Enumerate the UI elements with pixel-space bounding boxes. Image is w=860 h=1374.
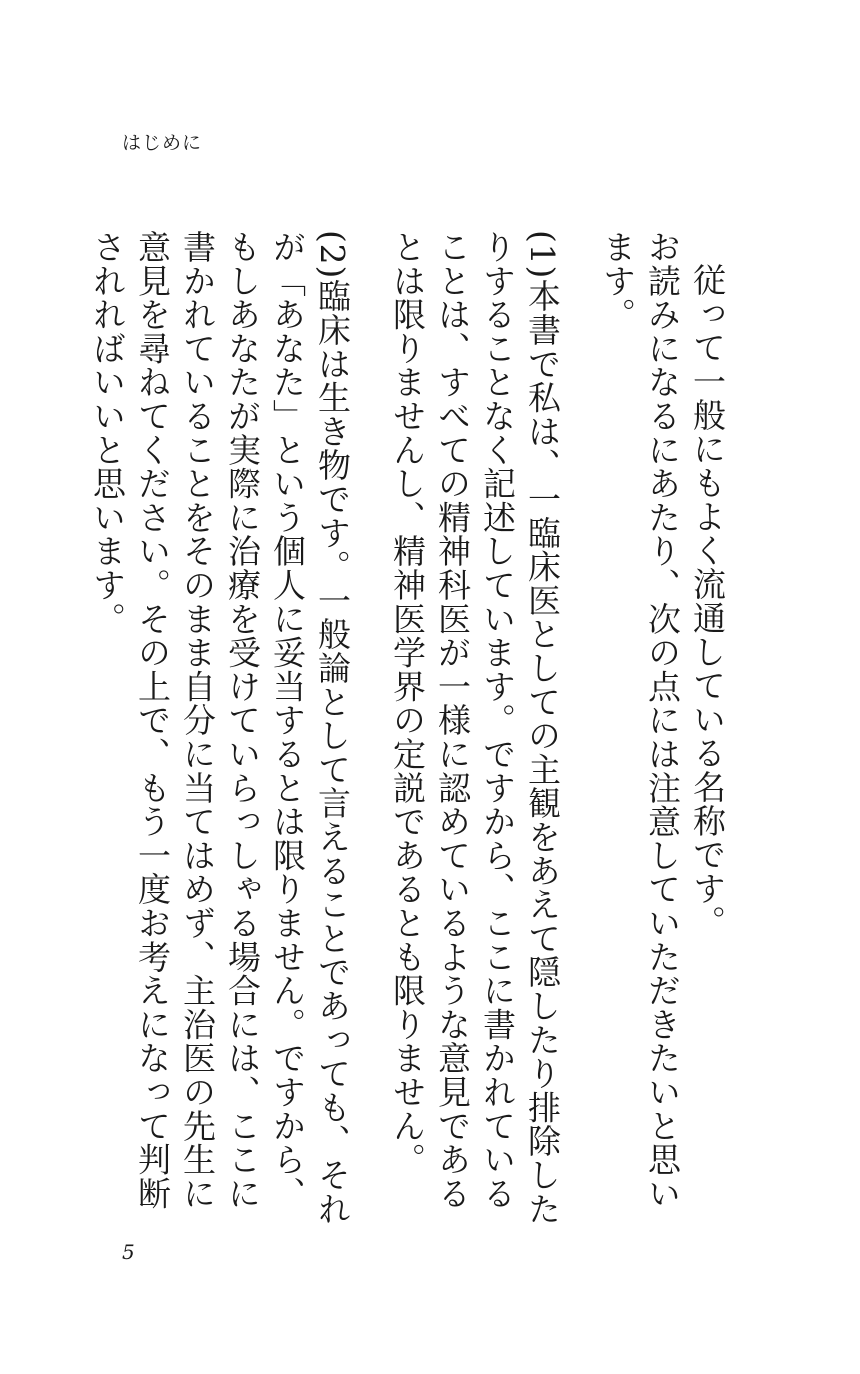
intro-paragraph-2: お読みになるにあたり、次の点には注意していただきたいと思います。	[598, 230, 682, 1211]
list-item-2: (2)臨床は生き物です。一般論として言えることであっても、それが「あなた」という個人に妥当するとは限りません。ですから、もしあなたが実際に治療を受けていらっしゃる場合には、ここに書かれていることをそのまま自分に当てはめず、主治医の先生に意見を尋ねてください。その上で、もう一度お考えになって判断されればいいと思います。	[88, 230, 352, 1226]
page-number: 5	[122, 1240, 135, 1264]
list-item-1: (1)本書で私は、一臨床医としての主観をあえて隠したり排除したりすることなく記述しています。ですから、ここに書かれていることは、すべての精神科医が一様に認めているような意見であるとは限りませんし、精神医学界の定説であるとも限りません。	[388, 230, 562, 1226]
body-text	[88, 230, 730, 1240]
running-head: はじめに	[122, 132, 203, 154]
intro-paragraph-1: 従って一般にもよく流通している名称です。	[688, 263, 727, 939]
